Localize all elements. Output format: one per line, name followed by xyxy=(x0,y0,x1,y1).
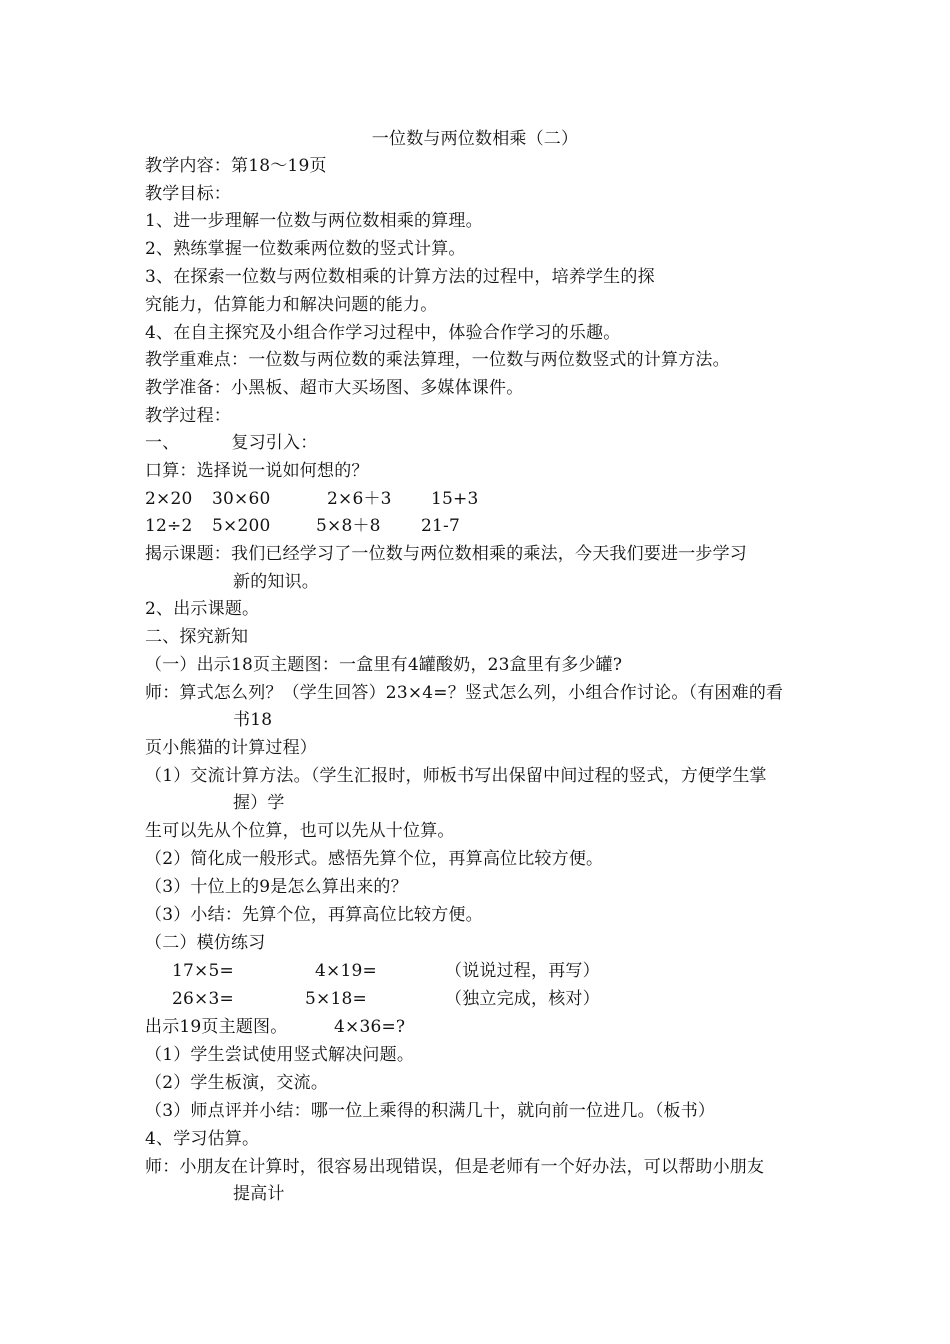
show-topic: 2、出示课题。 xyxy=(145,599,260,619)
goal-item: 3、在探索一位数与两位数相乘的计算方法的过程中，培养学生的探 xyxy=(145,267,655,287)
goal-item: 1、进一步理解一位数与两位数相乘的算理。 xyxy=(145,211,483,231)
goal-item: 究能力，估算能力和解决问题的能力。 xyxy=(145,295,438,315)
step-one-cont: 生可以先从个位算，也可以先从十位算。 xyxy=(145,821,455,841)
section-estimation: 4、学习估算。 xyxy=(145,1129,260,1149)
oral-calc-prompt: 口算：选择说一说如何想的？ xyxy=(145,461,369,481)
oral-item: 2×6＋3 xyxy=(327,489,392,509)
oral-item: 15+3 xyxy=(431,489,479,509)
practice-item: 4×19= xyxy=(315,961,377,981)
page19-step: （2）学生板演，交流。 xyxy=(145,1073,329,1093)
show-page19-text: 出示19页主题图。 xyxy=(145,1017,288,1037)
step-three-summary: （3）小结：先算个位，再算高位比较方便。 xyxy=(145,905,483,925)
show-page19 xyxy=(145,1016,645,1038)
show-page19-expr: 4×36=? xyxy=(334,1017,406,1037)
key-points: 教学重难点：一位数与两位数的乘法算理，一位数与两位数竖式的计算方法。 xyxy=(145,350,730,370)
reveal-topic-cont: 新的知识。 xyxy=(233,572,319,592)
section-heading-review xyxy=(145,432,317,454)
goal-item: 2、熟练掌握一位数乘两位数的竖式计算。 xyxy=(145,239,466,259)
step-two: （2）简化成一般形式。感悟先算个位，再算高位比较方便。 xyxy=(145,849,604,869)
goal-item: 4、在自主探究及小组合作学习过程中，体验合作学习的乐趣。 xyxy=(145,323,621,343)
section-number: 一、 xyxy=(145,433,180,453)
page19-step: （3）师点评并小结：哪一位上乘得的积满几十，就向前一位进几。（板书） xyxy=(145,1101,716,1121)
practice-item: 17×5= xyxy=(172,961,234,981)
practice-item: 26×3= xyxy=(172,989,234,1009)
part-one: （一）出示18页主题图：一盒里有4罐酸奶，23盒里有多少罐? xyxy=(145,655,623,675)
teacher-estimation-cont: 提高计 xyxy=(233,1184,285,1204)
process-heading: 教学过程： xyxy=(145,406,231,426)
oral-item: 21-7 xyxy=(421,516,460,536)
oral-item: 12÷2 xyxy=(145,516,193,536)
oral-item: 30×60 xyxy=(212,489,271,509)
step-three: （3）十位上的9是怎么算出来的？ xyxy=(145,877,408,897)
step-one: （1）交流计算方法。（学生汇报时，师板书写出保留中间过程的竖式，方便学生掌 xyxy=(145,766,767,786)
page19-step: （1）学生尝试使用竖式解决问题。 xyxy=(145,1045,415,1065)
practice-note: （说说过程，再写） xyxy=(445,961,600,981)
practice-row xyxy=(145,988,745,1010)
practice-item: 5×18= xyxy=(305,989,367,1009)
section-heading-explore: 二、探究新知 xyxy=(145,627,249,647)
oral-calc-row xyxy=(145,488,645,510)
oral-item: 5×8＋8 xyxy=(316,516,381,536)
teacher-estimation: 师：小朋友在计算时，很容易出现错误，但是老师有一个好办法，可以帮助小朋友 xyxy=(145,1157,765,1177)
step-one-cont: 握）学 xyxy=(233,793,285,813)
teacher-question-cont: 书18 xyxy=(233,710,273,730)
practice-note: （独立完成，核对） xyxy=(445,989,600,1009)
oral-item: 5×200 xyxy=(212,516,271,536)
preparation: 教学准备：小黑板、超市大买场图、多媒体课件。 xyxy=(145,378,524,398)
teacher-question-cont: 页小熊猫的计算过程） xyxy=(145,738,317,758)
oral-item: 2×20 xyxy=(145,489,193,509)
teacher-question: 师：算式怎么列？（学生回答）23×4=？竖式怎么列，小组合作讨论。（有困难的看 xyxy=(145,683,784,703)
oral-calc-row xyxy=(145,515,645,537)
document-title: 一位数与两位数相乘（二） xyxy=(371,129,579,149)
reveal-topic: 揭示课题：我们已经学习了一位数与两位数相乘的乘法，今天我们要进一步学习 xyxy=(145,544,747,564)
teaching-content: 教学内容：第18～19页 xyxy=(145,156,327,176)
goals-heading: 教学目标： xyxy=(145,184,231,204)
practice-row xyxy=(145,960,745,982)
part-two: （二）模仿练习 xyxy=(145,933,266,953)
section-label: 复习引入： xyxy=(231,433,318,453)
